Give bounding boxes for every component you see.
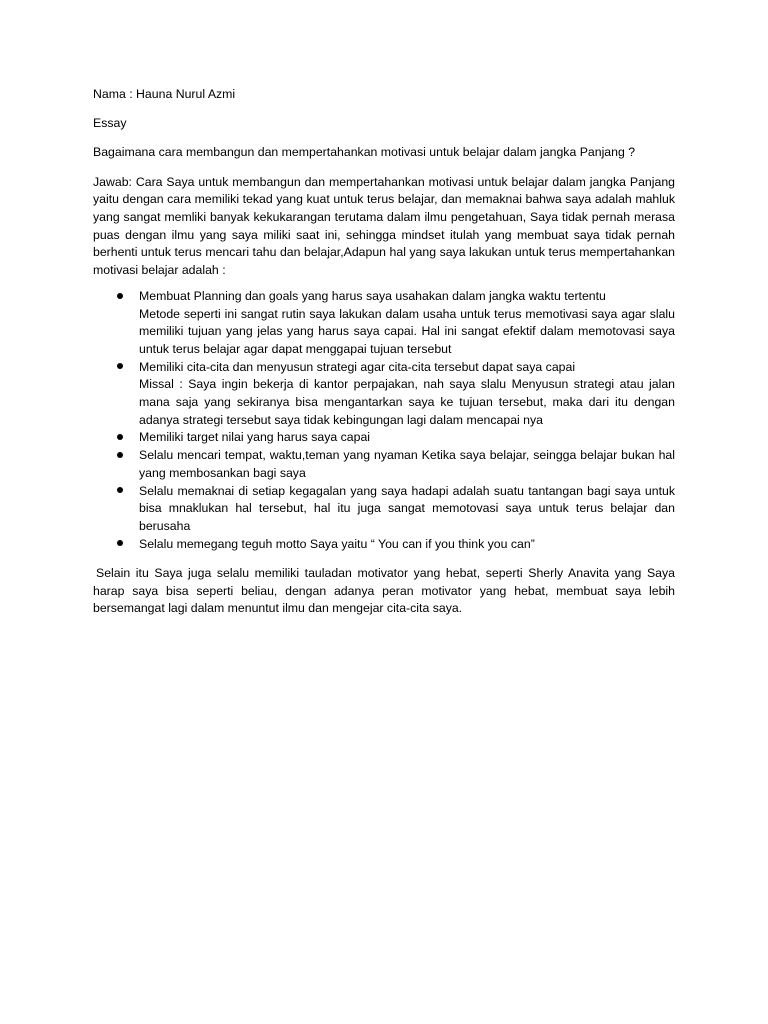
list-item [93,429,675,447]
closing-paragraph: Selain itu Saya juga selalu memiliki tauladan motivator yang hebat, seperti Sherly Anavita yang Saya harap saya bisa seperti beliau, dengan adanya peran motivator yang hebat, membuat saya lebih bersemangat lagi dalam menuntut ilmu dan mengejar cita-cita saya. [93,565,675,616]
list-item-text: Memiliki target nilai yang harus saya capai [139,430,371,445]
list-item [93,359,675,430]
list-item [93,536,675,554]
list-item-detail: Metode seperti ini sangat rutin saya lakukan dalam usaha untuk terus memotivasi saya agar slalu memiliki tujuan yang jelas yang harus saya capai. Hal ini sangat efektif dalam memotovasi saya untuk terus belajar agar dapat menggapai tujuan tersebut [139,306,675,356]
list-item-text: Membuat Planning dan goals yang harus saya usahakan dalam jangka waktu tertentu [139,288,606,303]
author-name-line: Nama : Hauna Nurul Azmi [93,87,236,101]
bullet-icon [115,288,125,306]
list-item-text: Memiliki cita-cita dan menyusun strategi agar cita-cita tersebut dapat saya capai [139,359,576,374]
bullet-icon [115,359,125,377]
document-type-label: Essay [93,116,127,131]
answer-intro-paragraph: Jawab: Cara Saya untuk membangun dan mempertahankan motivasi untuk belajar dalam jangka Panjang yaitu dengan cara memiliki tekad yang kuat untuk terus belajar, dan memaknai bahwa saya adalah mahluk yang sangat memliki banyak kekukarangan terutama dalam ilmu pengetahuan, Saya tidak pernah merasa puas dengan ilmu yang saya miliki saat ini, sehingga mindset itulah yang membuat saya tidak pernah berhenti untuk terus mencari tahu dan belajar,Adapun hal yang saya lakukan untuk terus mempertahankan motivasi belajar adalah : [93,174,675,278]
bullet-icon [115,447,125,465]
list-item-text: Selalu memaknai di setiap kegagalan yang saya hadapi adalah suatu tantangan bagi saya untuk bisa mnaklukan hal tersebut, hal itu juga sangat memotovasi saya untuk terus belajar dan berusaha [139,483,675,533]
motivation-points-list [93,288,675,554]
document-page [93,86,675,618]
bullet-icon [115,536,125,554]
list-item [93,483,675,536]
list-item [93,447,675,482]
list-item-detail: Missal : Saya ingin bekerja di kantor perpajakan, nah saya slalu Menyusun strategi atau jalan mana saja yang sekiranya bisa mengantarkan saya ke tujuan tersebut, maka dari itu dengan adanya strategi tersebut saya tidak kebingungan lagi dalam mencapai nya [139,377,675,427]
essay-question: Bagaimana cara membangun dan mempertahankan motivasi untuk belajar dalam jangka Panjang ? [93,145,636,160]
list-item-text: Selalu memegang teguh motto Saya yaitu “ You can if you think you can” [139,536,535,551]
bullet-icon [115,483,125,501]
bullet-icon [115,429,125,447]
list-item [93,288,675,359]
list-item-text: Selalu mencari tempat, waktu,teman yang nyaman Ketika saya belajar, seingga belajar bukan hal yang membosankan bagi saya [139,448,675,480]
